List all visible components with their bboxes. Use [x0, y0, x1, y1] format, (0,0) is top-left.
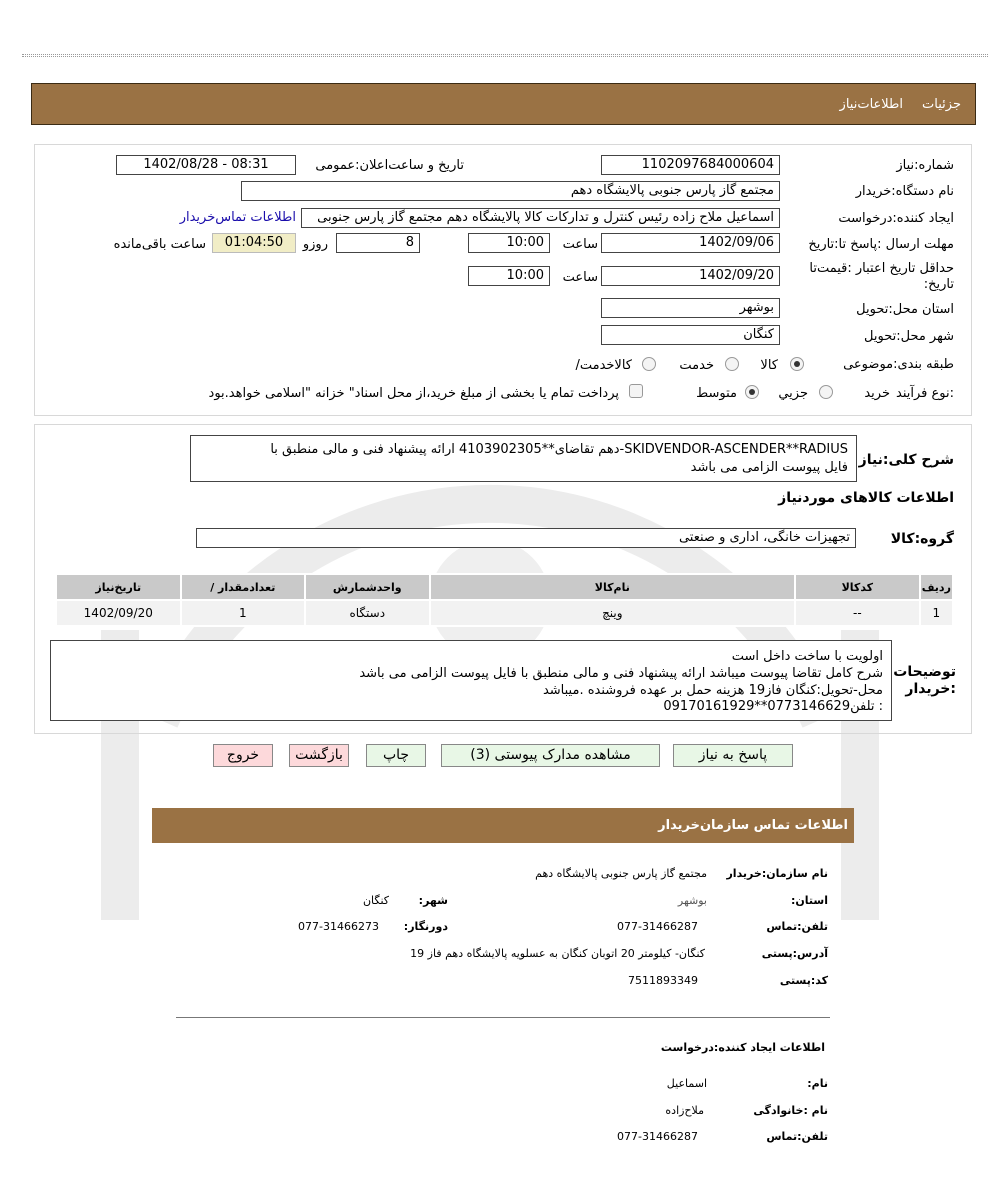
contact-divider [176, 1017, 830, 1018]
col-row-number: ردیف [921, 575, 952, 599]
contact-address-label: آدرس:پستی [761, 947, 828, 960]
creator-field: اسماعیل ملاح زاده رئیس کنترل و تدارکات کالا پالایشگاه دهم مجتمع گاز پارس جنوبی [301, 208, 780, 228]
summary-line-1: SKIDVENDOR-ASCENDER**RADIUS-دهم تقاضای**4103902305 ارائه پیشنهاد فنی و مالی منطبق با [270, 442, 848, 457]
process-medium-radio[interactable] [745, 385, 759, 399]
summary-box [190, 435, 857, 482]
notes-line-2: شرح کامل تقاضا پیوست میباشد ارائه پیشنهاد فنی و مالی منطبق با فایل پیوست الزامی می باشد [359, 666, 883, 681]
reply-button[interactable]: پاسخ به نیاز [673, 744, 793, 767]
cell-quantity: 1 [182, 601, 305, 625]
creator-name-label: :نام [807, 1077, 828, 1090]
province-label: استان محل:تحویل [856, 302, 954, 317]
buyer-notes-box [50, 640, 892, 721]
tab-details[interactable]: جزئیات [922, 97, 961, 112]
cell-row-number: 1 [921, 601, 952, 625]
attachments-button[interactable]: مشاهده مدارک پیوستی (3) [441, 744, 660, 767]
col-unit: واحدشمارش [306, 575, 429, 599]
validity-time-label: ساعت [562, 270, 598, 285]
deadline-date-field: 1402/09/06 [601, 233, 780, 253]
deadline-label: مهلت ارسال :پاسخ تا:تاریخ [808, 237, 954, 252]
col-need-date: تاریخ‌نیاز [57, 575, 180, 599]
contact-fax-value: 077-31466273 [298, 920, 379, 933]
print-button[interactable]: چاپ [366, 744, 426, 767]
contact-fax-label: :دورنگار [403, 920, 448, 933]
province-field: بوشهر [601, 298, 780, 318]
validity-label-1: حداقل تاریخ اعتبار :قیمت‌تا [809, 261, 954, 276]
process-partial-radio[interactable] [819, 385, 833, 399]
creator-family-value: ملاح‌زاده [665, 1104, 704, 1117]
table-row [57, 601, 952, 625]
city-label: شهر محل:تحویل [864, 329, 954, 344]
table-header-row [57, 575, 952, 599]
treasury-text: پرداخت تمام یا بخشی از مبلغ خرید،از محل اسناد" خزانه "اسلامی خواهد.بود [208, 386, 619, 401]
notes-line-3: محل-تحویل:کنگان فاز19 هزینه حمل بر عهده فروشنده .میباشد [542, 683, 883, 698]
org-label: نام سازمان:خریدار [726, 867, 828, 880]
creator-phone-label: تلفن:تماس [766, 1130, 828, 1143]
buyer-field: مجتمع گاز پارس جنوبی پالایشگاه دهم [241, 181, 780, 201]
category-goods-service-label: /کالاخدمت [575, 358, 632, 373]
goods-info-title: اطلاعات کالاهای موردنیاز [778, 490, 954, 506]
contact-postal-label: کد:پستی [779, 974, 828, 987]
goods-group-label: گروه:کالا [890, 531, 954, 547]
cell-goods-code: -- [796, 601, 919, 625]
buyer-contact-link[interactable]: اطلاعات تماس‌خریدار [179, 210, 296, 225]
validity-date-field: 1402/09/20 [601, 266, 780, 286]
org-value: مجتمع گاز پارس جنوبی پالایشگاه دهم [535, 867, 707, 880]
validity-label-2: :تاریخ [923, 277, 954, 292]
process-medium-label: متوسط [696, 386, 737, 401]
category-label: طبقه بندی:موضوعی [843, 357, 954, 372]
contact-phone-value: 077-31466287 [617, 920, 698, 933]
col-quantity: / تعدادمقدار [182, 575, 305, 599]
creator-label: ایجاد کننده:درخواست [838, 211, 954, 226]
remaining-label: ساعت باقی‌مانده [113, 237, 206, 252]
contact-province-label: :استان [790, 894, 828, 907]
creator-phone-value: 077-31466287 [617, 1130, 698, 1143]
category-service-label: خدمت [679, 358, 714, 373]
creator-name-value: اسماعیل [666, 1077, 707, 1090]
notes-line-1: اولویت با ساخت داخل است [731, 649, 883, 664]
buyer-label: نام دستگاه:خریدار [855, 184, 954, 199]
col-goods-name: نام‌کالا [431, 575, 795, 599]
days-label: روزو [302, 237, 328, 252]
remaining-timer: 01:04:50 [212, 233, 296, 253]
contact-city-label: :شهر [418, 894, 448, 907]
contact-section-title: اطلاعات تماس سازمان‌خریدار [658, 818, 848, 833]
treasury-checkbox[interactable] [629, 384, 643, 398]
category-goods-service-radio[interactable] [642, 357, 656, 371]
exit-button[interactable]: خروج [213, 744, 273, 767]
contact-section-header [152, 808, 854, 843]
category-goods-label: کالا [760, 358, 778, 373]
need-number-field: 1102097684000604 [601, 155, 780, 175]
process-partial-label: جزیي [778, 386, 808, 401]
announce-field: 1402/08/28 - 08:31 [116, 155, 296, 175]
goods-table [55, 573, 954, 627]
contact-address-value: کنگان- کیلومتر 20 اتوبان کنگان به عسلویه پالایشگاه دهم فاز 19 [410, 947, 705, 960]
category-service-radio[interactable] [725, 357, 739, 371]
summary-line-2: فایل پیوست الزامی می باشد [690, 460, 848, 475]
validity-time-field: 10:00 [468, 266, 550, 286]
contact-postal-value: 7511893349 [628, 974, 698, 987]
creator-info-title: اطلاعات ایجاد کننده:درخواست [660, 1041, 825, 1054]
creator-family-label: نام :خانوادگی [753, 1104, 828, 1117]
notes-line-4: : تلفن0773146629**09170161929 [663, 699, 883, 714]
city-field: کنگان [601, 325, 780, 345]
tab-need-info[interactable]: اطلاعات‌نیاز [839, 97, 903, 112]
top-dotted-divider [22, 54, 988, 57]
col-goods-code: کدکالا [796, 575, 919, 599]
category-goods-radio[interactable] [790, 357, 804, 371]
deadline-time-label: ساعت [562, 237, 598, 252]
back-button[interactable]: بازگشت [289, 744, 349, 767]
process-label: نوع فرآیند: [896, 386, 954, 401]
cell-need-date: 1402/09/20 [57, 601, 180, 625]
buyer-notes-label: توضیحات :خریدار [893, 664, 956, 697]
days-field: 8 [336, 233, 420, 253]
cell-goods-name: وینچ [431, 601, 795, 625]
contact-phone-label: تلفن:تماس [766, 920, 828, 933]
need-number-label: شماره:نیاز [896, 158, 954, 173]
contact-province-value: بوشهر [677, 894, 707, 907]
cell-unit: دستگاه [306, 601, 429, 625]
header-bar [31, 83, 976, 125]
goods-group-field: تجهیزات خانگی، اداری و صنعتی [196, 528, 856, 548]
summary-label: شرح کلی:نیاز [858, 452, 954, 468]
process-buy-label: خرید [864, 386, 890, 401]
announce-label: تاریخ و ساعت‌اعلان:عمومی [315, 158, 464, 173]
contact-city-value: کنگان [362, 894, 389, 907]
deadline-time-field: 10:00 [468, 233, 550, 253]
